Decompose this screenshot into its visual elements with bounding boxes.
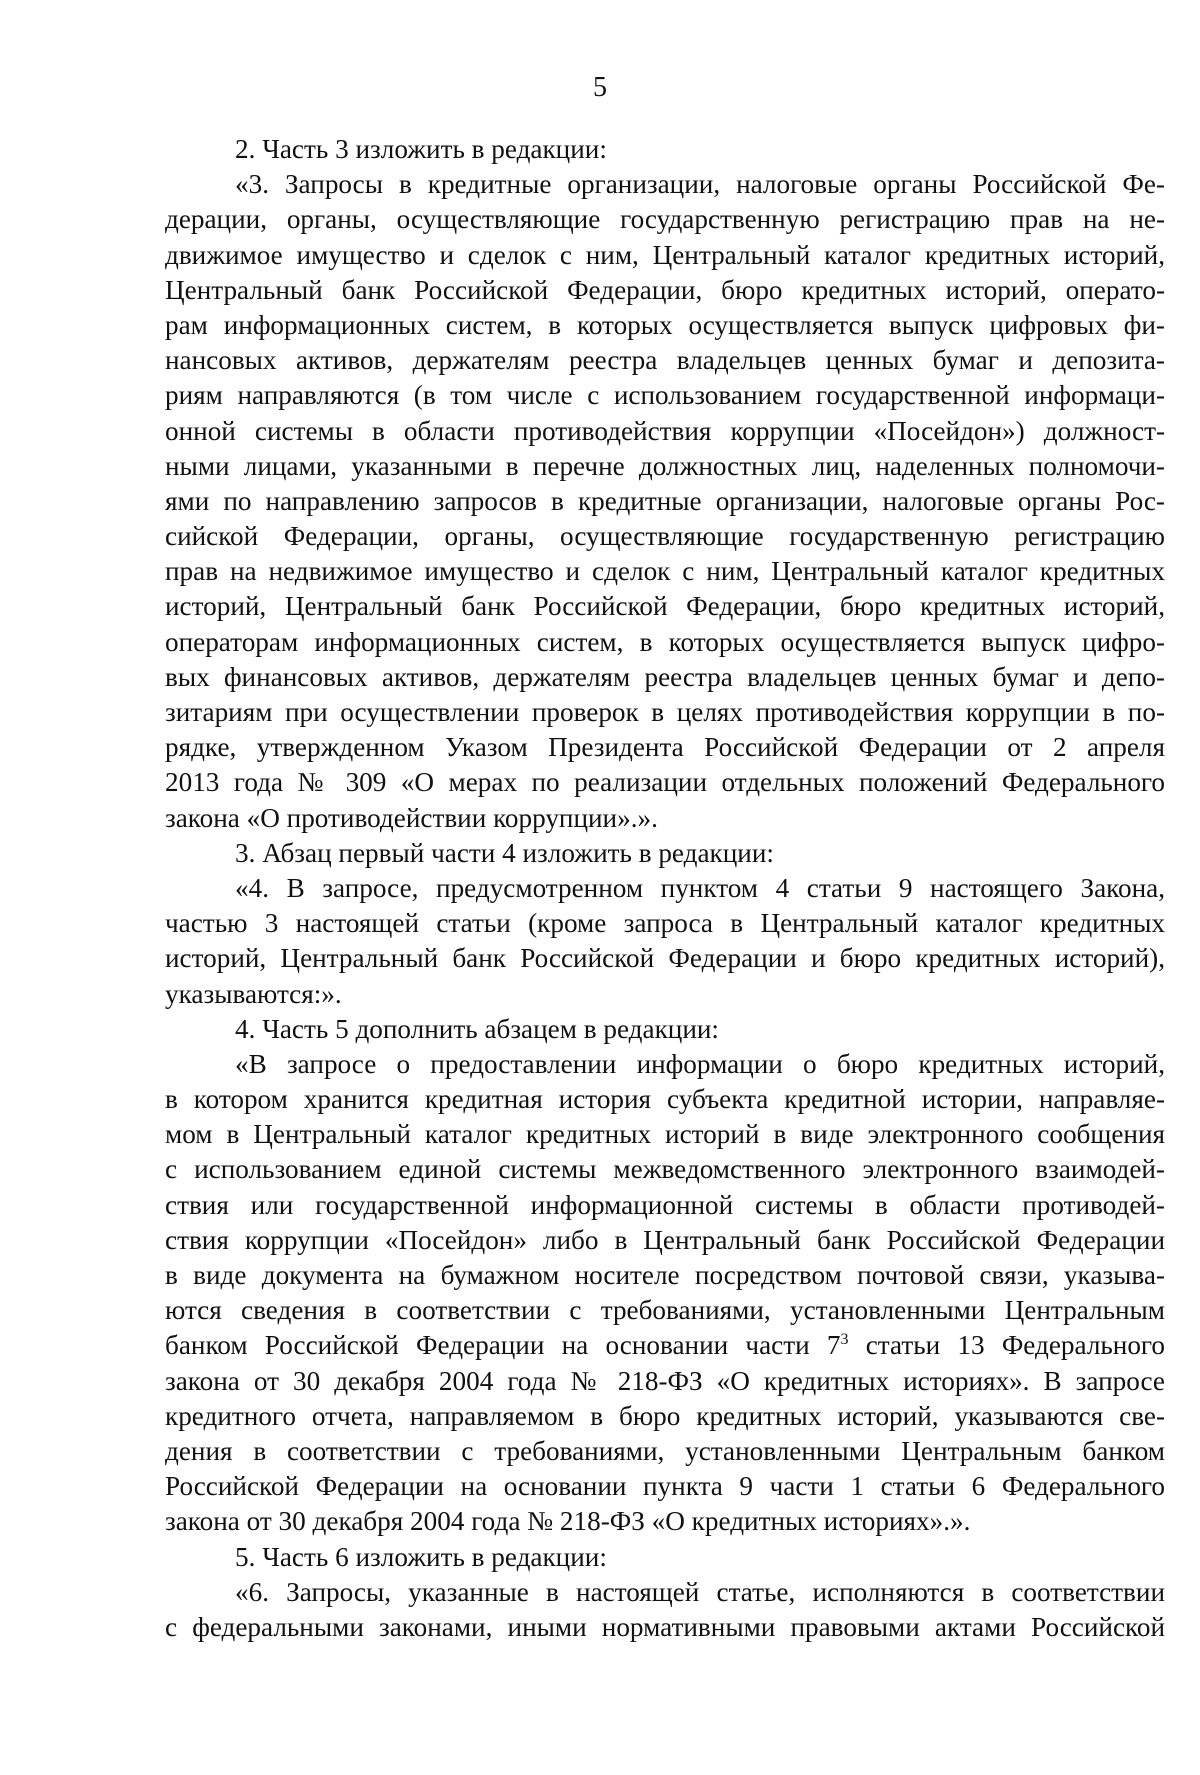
item-3-line: частью 3 настоящей статьи (кроме запроса в Центральный каталог кредитных xyxy=(165,908,1165,939)
item-2-line: сийской Федерации, органы, осуществляющие государственную регистрацию xyxy=(165,521,1165,552)
item-4-line: в котором хранится кредитная история субъекта кредитной истории, направляе- xyxy=(165,1084,1165,1115)
item-4-line9-text: статьи 13 Федерального xyxy=(848,1330,1165,1361)
item-2-line: «3. Запросы в кредитные организации, налоговые органы Российской Фе- xyxy=(235,169,1165,200)
item-2-line: операторам информационных систем, в которых осуществляется выпуск цифро- xyxy=(165,626,1165,657)
item-4-heading: 4. Часть 5 дополнить абзацем в редакции: xyxy=(235,1013,719,1044)
item-2-line: дерации, органы, осуществляющие государственную регистрацию прав на не- xyxy=(165,204,1165,235)
item-2-line: онной системы в области противодействия коррупции «Посейдон») должност- xyxy=(165,415,1165,446)
item-2-line: движимое имущество и сделок с ним, Центральный каталог кредитных историй, xyxy=(165,239,1165,270)
item-3-line: указываются:». xyxy=(165,978,342,1009)
item-4-line: ствия или государственной информационной системы в области противодей- xyxy=(165,1189,1165,1220)
item-4-line: закона от 30 декабря 2004 года № 218-ФЗ «О кредитных историях». В запросе xyxy=(165,1365,1165,1396)
item-4-line: ются сведения в соответствии с требованиями, установленными Центральным xyxy=(165,1295,1165,1326)
item-2-line: вых финансовых активов, держателям реестра владельцев ценных бумаг и депо- xyxy=(165,661,1165,692)
item-4-line: ствия коррупции «Посейдон» либо в Центральный банк Российской Федерации xyxy=(165,1224,1165,1255)
item-2-line: прав на недвижимое имущество и сделок с ним, Центральный каталог кредитных xyxy=(165,556,1165,587)
item-4-line9-text: банком Российской Федерации на основании части 7 xyxy=(165,1330,841,1361)
item-2-line: рам информационных систем, в которых осуществляется выпуск цифровых фи- xyxy=(165,309,1165,340)
item-2-line: 2013 года № 309 «О мерах по реализации отдельных положений Федерального xyxy=(165,767,1165,798)
item-4-line: в виде документа на бумажном носителе посредством почтовой связи, указыва- xyxy=(165,1260,1165,1290)
document-body xyxy=(165,132,1165,1645)
item-2-line: историй, Центральный банк Российской Федерации, бюро кредитных историй, xyxy=(165,591,1165,622)
item-4-line: кредитного отчета, направляемом в бюро кредитных историй, указываются све- xyxy=(165,1400,1165,1431)
item-2-line: рядке, утвержденном Указом Президента Российской Федерации от 2 апреля xyxy=(165,732,1165,763)
item-4-line: с использованием единой системы межведомственного электронного взаимодей- xyxy=(165,1154,1165,1185)
item-3-heading: 3. Абзац первый части 4 изложить в редакции: xyxy=(235,837,774,868)
item-2-heading: 2. Часть 3 изложить в редакции: xyxy=(235,134,607,164)
item-4-line: закона от 30 декабря 2004 года № 218-ФЗ «О кредитных историях».». xyxy=(165,1506,971,1537)
item-2-line: зитариям при осуществлении проверок в целях противодействия коррупции в по- xyxy=(165,697,1165,727)
item-5-line: «6. Запросы, указанные в настоящей статье, исполняются в соответствии xyxy=(235,1576,1165,1607)
item-2-line: нансовых активов, держателям реестра владельцев ценных бумаг и депозита- xyxy=(165,345,1165,376)
item-2-line: Центральный банк Российской Федерации, бюро кредитных историй, операто- xyxy=(165,274,1165,305)
item-2-line: закона «О противодействии коррупции».». xyxy=(165,802,658,833)
superscript-number: 3 xyxy=(840,1331,849,1349)
item-4-line-with-superscript xyxy=(165,1328,1165,1363)
item-5-heading: 5. Часть 6 изложить в редакции: xyxy=(235,1541,607,1572)
page-number: 5 xyxy=(593,72,607,103)
item-5-line: с федеральными законами, иными нормативными правовыми актами Российской xyxy=(165,1611,1165,1642)
item-4-line: дения в соответствии с требованиями, установленными Центральным банком xyxy=(165,1435,1165,1466)
item-4-line: «В запросе о предоставлении информации о бюро кредитных историй, xyxy=(235,1048,1165,1079)
item-4-line: Российской Федерации на основании пункта 9 части 1 статьи 6 Федерального xyxy=(165,1471,1165,1502)
item-2-line: ями по направлению запросов в кредитные организации, налоговые органы Рос- xyxy=(165,485,1165,516)
item-4-line: мом в Центральный каталог кредитных историй в виде электронного сообщения xyxy=(165,1119,1165,1150)
item-3-line: историй, Центральный банк Российской Федерации и бюро кредитных историй), xyxy=(165,943,1165,974)
item-2-line: риям направляются (в том числе с использованием государственной информаци- xyxy=(165,380,1165,411)
item-2-line: ными лицами, указанными в перечне должностных лиц, наделенных полномочи- xyxy=(165,450,1165,481)
item-3-line: «4. В запросе, предусмотренном пунктом 4 статьи 9 настоящего Закона, xyxy=(235,872,1165,903)
